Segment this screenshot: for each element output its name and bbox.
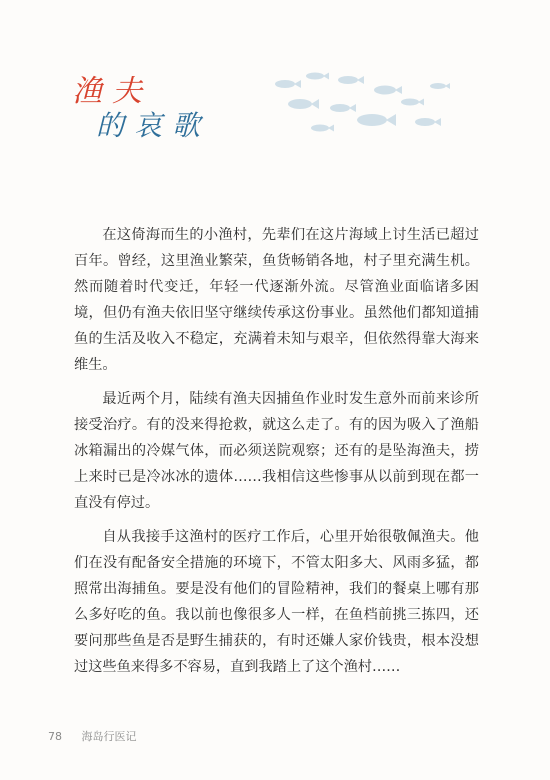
fish-4 [374,86,402,95]
paragraph-2: 最近两个月，陆续有渔夫因捕鱼作业时发生意外而前来诊所接受治疗。有的没来得抢救，就这么走了。有的因为吸入了渔船冰箱漏出的冷媒气体，而必须送院观察；还有的是坠海渔夫，捞上来时已是冷冰冰的遗体……我相信这些惨事从以前到现在都一直没有停过。 [74,391,479,511]
fish-7 [357,114,396,126]
page-footer [48,728,137,744]
fish-2 [306,73,329,80]
fish-10 [415,118,441,126]
fish-5 [288,99,319,109]
paragraph-3: 自从我接手这渔村的医疗工作后，心里开始很敬佩渔夫。他们在没有配备安全措施的环境下，不管太阳多大、风雨多猛，都照常出海捕鱼。要是没有他们的冒险精神，我们的餐桌上哪有那么多好吃的鱼。我以前也像很多人一样，在鱼档前挑三拣四，还要问那些鱼是否是野生捕获的，有时还嫌人家价钱贵，根本没想过这些鱼来得多不容易，直到我踏上了这个渔村…… [74,529,479,675]
fish-3 [338,76,364,84]
title-line-1: 渔夫 [72,74,152,109]
article-body [74,222,479,688]
fish-1 [275,80,301,88]
paragraph-1: 在这倚海而生的小渔村，先辈们在这片海域上讨生活已超过百年。曾经，这里渔业繁荣，鱼货畅销各地，村子里充满生机。然而随着时代变迁，年轻一代逐渐外流。尽管渔业面临诸多困境，但仍有渔夫依旧坚守继续传承这份事业。虽然他们都知道捕鱼的生活及收入不稳定，充满着未知与艰辛，但依然得靠大海来维生。 [74,227,479,373]
fish-9 [311,125,334,132]
page-number: 78 [48,730,62,743]
fish-8 [401,99,424,106]
fish-6 [330,104,356,112]
fish-school-illustration [260,62,460,142]
book-title: 海岛行医记 [81,730,137,743]
fish-11 [430,83,450,89]
title-line-2: 的哀歌 [96,109,211,142]
